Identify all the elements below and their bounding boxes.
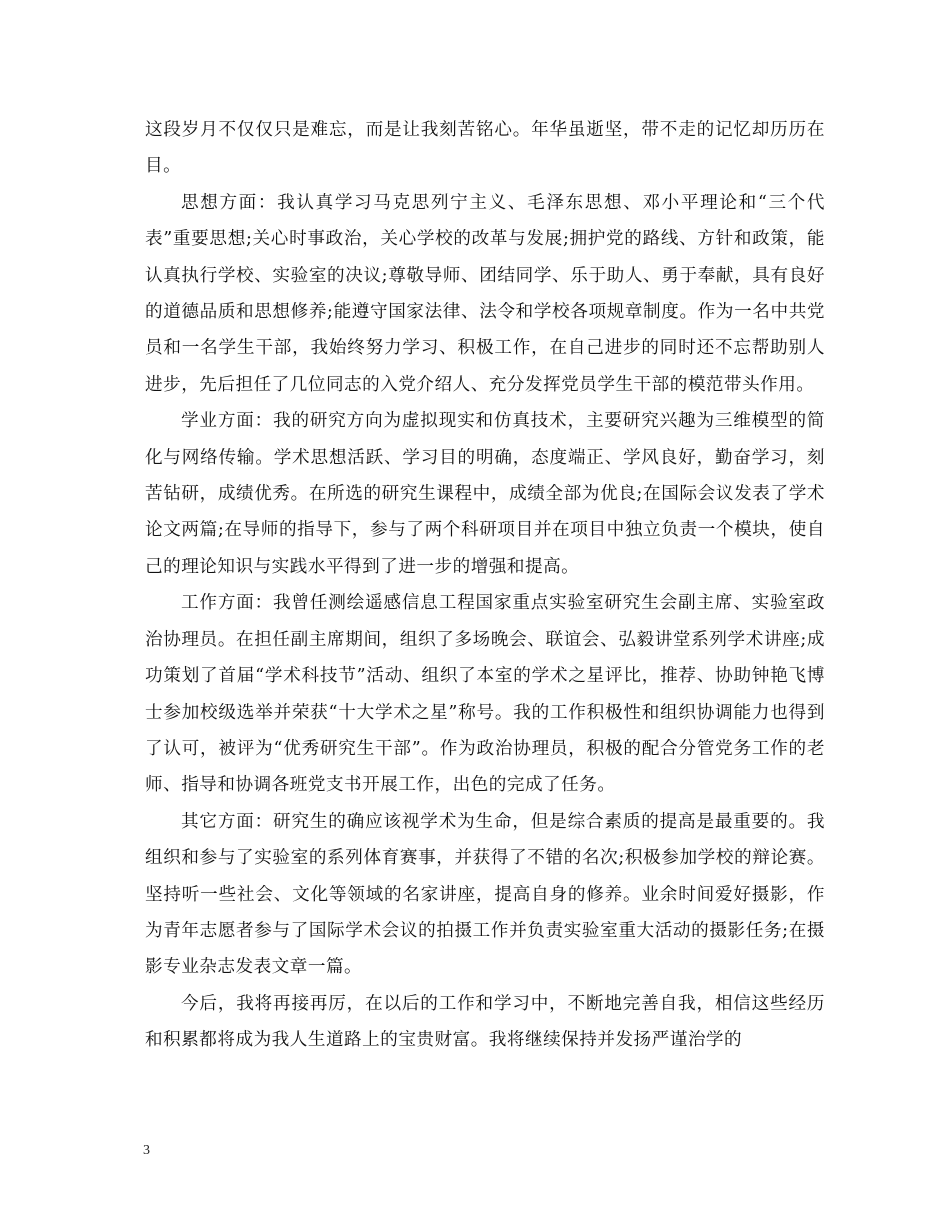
paragraph-intro: 这段岁月不仅仅只是难忘，而是让我刻苦铭心。年华虽逝坚，带不走的记忆却历历在目。 (145, 120, 825, 177)
paragraph-other: 其它方面：研究生的确应该视学术为生命，但是综合素质的提高是最重要的。我组织和参与了实验室的系列体育赛事，并获得了不错的名次;积极参加学校的辩论赛。坚持听一些社会、文化等领域的名家讲座，提高自身的修养。业余时间爱好摄影，作为青年志愿者参与了国际学术会议的拍摄工作并负责实验室重大活动的摄影任务;在摄影专业杂志发表文章一篇。 (145, 811, 825, 978)
paragraph-ideology: 思想方面：我认真学习马克思列宁主义、毛泽东思想、邓小平理论和“三个代表”重要思想;关心时事政治，关心学校的改革与发展;拥护党的路线、方针和政策，能认真执行学校、实验室的决议;尊敬导师、团结同学、乐于助人、勇于奉献，具有良好的道德品质和思想修养;能遵守国家法律、法令和学校各项规章制度。作为一名中共党员和一名学生干部，我始终努力学习、积极工作，在自己进步的同时还不忘帮助别人进步，先后担任了几位同志的入党介绍人、充分发挥党员学生干部的模范带头作用。 (145, 192, 825, 395)
page-number: 3 (143, 1143, 150, 1158)
paragraph-academics: 学业方面：我的研究方向为虚拟现实和仿真技术，主要研究兴趣为三维模型的简化与网络传输。学术思想活跃、学习目的明确，态度端正、学风良好，勤奋学习，刻苦钻研，成绩优秀。在所选的研究生课程中，成绩全部为优良;在国际会议发表了学术论文两篇;在导师的指导下，参与了两个科研项目并在项目中独立负责一个模块，使自己的理论知识与实践水平得到了进一步的增强和提高。 (145, 411, 825, 577)
paragraph-future: 今后，我将再接再厉，在以后的工作和学习中，不断地完善自我，相信这些经历和积累都将成为我人生道路上的宝贵财富。我将继续保持并发扬严谨治学的 (145, 993, 825, 1051)
document-body (145, 112, 825, 1059)
paragraph-work: 工作方面：我曾任测绘遥感信息工程国家重点实验室研究生会副主席、实验室政治协理员。在担任副主席期间，组织了多场晚会、联谊会、弘毅讲堂系列学术讲座;成功策划了首届“学术科技节”活动、组织了本室的学术之星评比，推荐、协助钟艳飞博士参加校级选举并荣获“十大学术之星”称号。我的工作积极性和组织协调能力也得到了认可，被评为“优秀研究生干部”。作为政治协理员，积极的配合分管党务工作的老师、指导和协调各班党支书开展工作，出色的完成了任务。 (145, 593, 825, 796)
